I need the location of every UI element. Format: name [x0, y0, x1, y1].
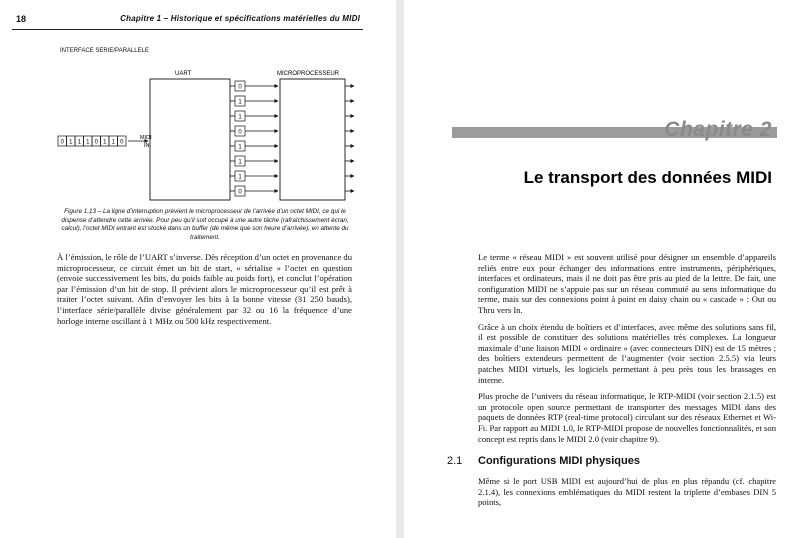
- body-paragraph: À l’émission, le rôle de l’UART s’inverse. Dès réception d’un octet en provenance du microprocesseur, ce circuit émet un bit de start, « sérialise » l’octet en question (envoie successivement les bits, du poids faible au poids fort), et conclut l’opération par l’émission d’un bit de stop. Il prévient alors le microprocesseur qu’il est prêt à traiter l’octet suivant. Afin d’envoyer les bits à la bonne vitesse (31 250 bauds), l’interface série/parallèle divise généralement par 32 ou 16 la fréquence d’une horloge interne oscillant à 1 MHz ou 500 kHz respectivement.: [57, 252, 353, 326]
- serial-bit-value: 0: [60, 139, 64, 146]
- figure-caption: Figure 1.13 – La ligne d’interruption prévient le microprocesseur de l’arrivée d’un octet MIDI, ce qui le dispense d’attendre cette arrivée. Pour peu qu’il soit occupé à une autre tâche (rafraîchissement écran, calcul), l’octet MIDI entrant est stocké dans un buffer (de même que son heure d’arrivée), en attente du traitement.: [61, 208, 349, 241]
- serial-bit-value: 0: [94, 139, 98, 146]
- intro-paragraph-2: Grâce à un choix étendu de boîtiers et d’interfaces, avec même des solutions sans fil, il est possible de constituer des solutions matérielles très complexes. La longueur maximale d’une liaison MIDI « ordinaire » (avec connecteurs DIN) est de 15 mètres ; des boîtiers extendeurs permettent de l’augmenter (voir section 2.5.5) via leurs patches MIDI virtuels, les logiciels permettant à peu près tous les brassages en interne.: [478, 321, 776, 385]
- parallel-bit-value: 0: [238, 84, 242, 91]
- intro-paragraph-1: Le terme « réseau MIDI » est souvent utilisé pour désigner un ensemble d’appareils reliés entre eux pour échanger des informations entre instruments, périphériques, interfaces et ordinateurs, mais il ne doit pas être pris au pied de la lettre. De fait, une configuration MIDI ne s’appuie pas sur un réseau commuté au sens informatique du terme, mais sur des connexions point à point en daisy chain ou « cascade » : Out ou Thru vers In.: [478, 252, 776, 315]
- figure-title: INTERFACE SERIE/PARALLELE: [60, 48, 149, 54]
- microprocessor-output-lines: [345, 86, 354, 191]
- midi-in-label-top: MIDI: [140, 135, 152, 141]
- uart-box: [150, 79, 230, 200]
- serial-bit-value: 0: [120, 139, 124, 146]
- left-page: [0, 0, 396, 538]
- section-title: Configurations MIDI physiques: [478, 455, 640, 467]
- parallel-bit-value: 0: [238, 189, 242, 196]
- right-page: [404, 0, 800, 538]
- serial-bit-value: 1: [111, 139, 115, 146]
- serial-bit-value: 1: [77, 139, 81, 146]
- serial-parallel-diagram: [55, 62, 355, 202]
- parallel-bit-register: [235, 81, 245, 196]
- chapter-intro: [478, 252, 776, 450]
- parallel-bit-value: 1: [238, 114, 242, 121]
- parallel-bit-value: 1: [238, 159, 242, 166]
- intro-paragraph-3: Plus proche de l’univers du réseau informatique, le RTP-MIDI (voir section 2.1.5) est un protocole open source permettant de transporter des messages MIDI dans des paquets de données RTP (real-time protocol) circulant sur des réseaux Ethernet et Wi-Fi. Par rapport au MIDI 1.0, le RTP-MIDI propose de nouvelles fonctionnalités, et son concept est repris dans le MIDI 2.0 (voir chapitre 9).: [478, 391, 776, 444]
- serial-bit-value: 1: [103, 139, 107, 146]
- section-paragraph: Même si le port USB MIDI est aujourd’hui de plus en plus répandu (cf. chapitre 2.1.4), les connexions emblématiques du MIDI restent la triplette d’embases DIN 5 points,: [478, 476, 776, 508]
- serial-bit-value: 1: [86, 139, 90, 146]
- parallel-bit-value: 1: [238, 144, 242, 151]
- chapter-title: Le transport des données MIDI: [523, 168, 772, 187]
- book-gutter: [396, 0, 404, 538]
- section-number: 2.1: [447, 455, 463, 467]
- parallel-bit-value: 1: [238, 99, 242, 106]
- serial-bit-value: 1: [69, 139, 73, 146]
- running-head: Chapitre 1 – Historique et spécifications matérielles du MIDI: [120, 14, 360, 23]
- uart-label: UART: [175, 71, 192, 77]
- page-number: 18: [16, 14, 27, 24]
- parallel-bit-value: 1: [238, 174, 242, 181]
- chapter-label: Chapitre 2: [664, 118, 772, 141]
- midi-in-label-bottom: IN: [144, 143, 150, 149]
- parallel-bit-value: 0: [238, 129, 242, 136]
- microprocessor-box: [280, 79, 345, 200]
- microprocessor-label: MICROPROCESSEUR: [277, 71, 340, 77]
- serial-bit-register: [58, 136, 126, 146]
